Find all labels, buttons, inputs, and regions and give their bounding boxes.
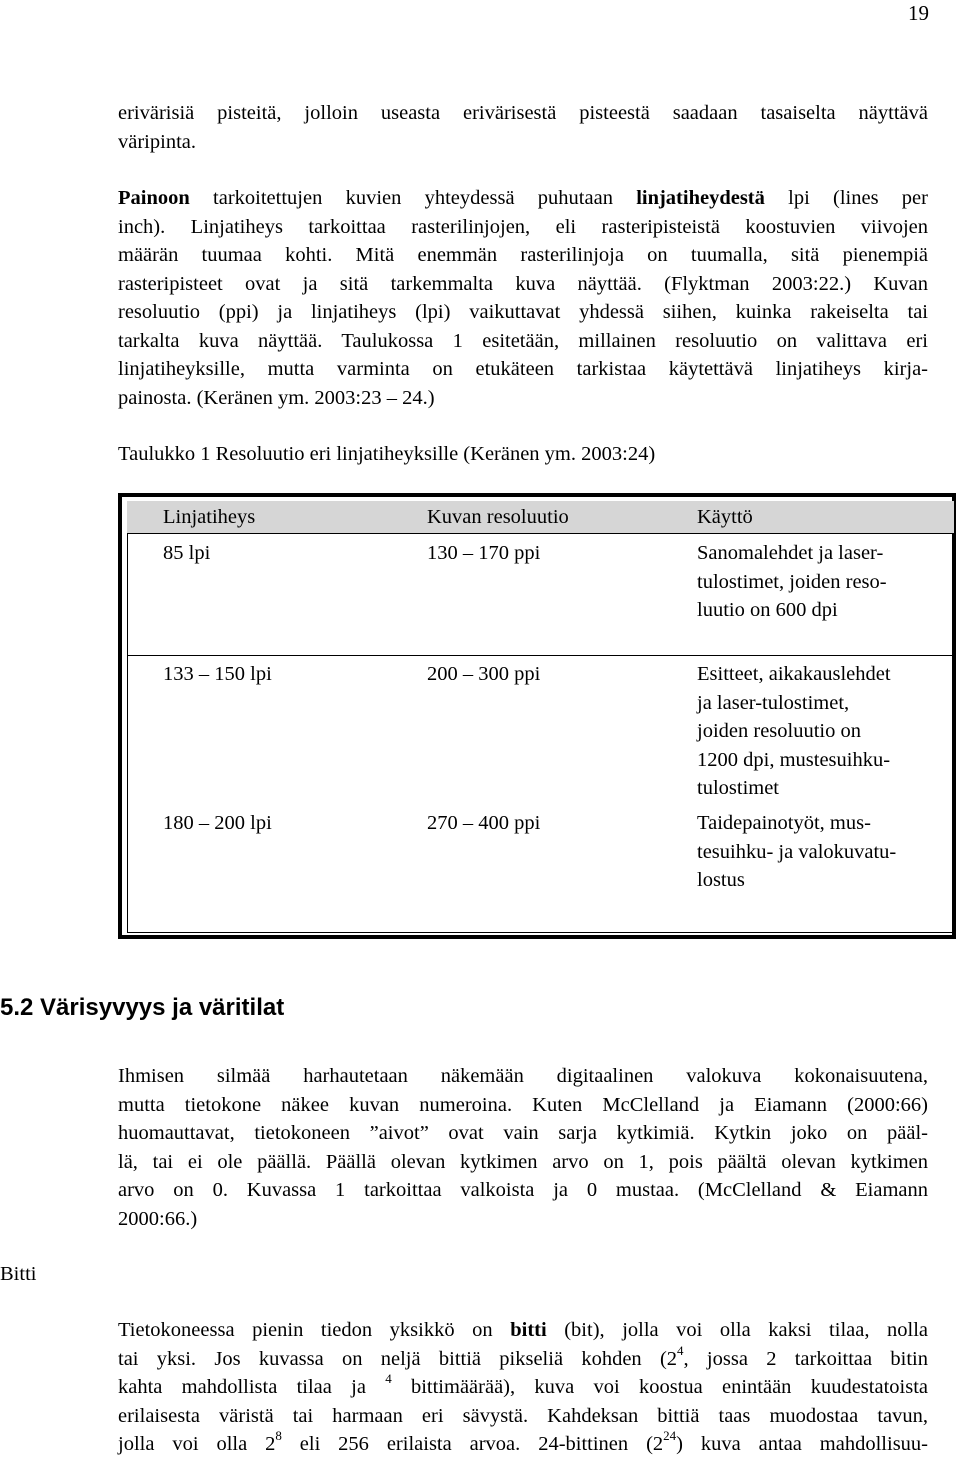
text-span: kahta mahdollista tilaa ja <box>118 1376 386 1398</box>
table-row <box>127 656 954 806</box>
cell-line: tesuihku- ja valokuvatu- <box>697 840 897 863</box>
text-line: tarkalta kuva näyttää. Taulukossa 1 esitetään, millainen resoluutio on valittava eri <box>118 329 928 352</box>
superscript: 4 <box>677 1342 684 1358</box>
header-cell-lpi: Linjatiheys <box>163 506 256 528</box>
text-span: tai yksi. Jos kuvassa on neljä bittiä pikseliä kohden (2 <box>118 1347 678 1370</box>
header-cell-usage: Käyttö <box>697 506 753 528</box>
cell-usage <box>697 660 947 803</box>
text-line: painosta. (Keränen ym. 2003:23 – 24.) <box>118 386 435 409</box>
cell-line: 1200 dpi, mustesuihku- <box>697 748 891 771</box>
margin-label: Bitti <box>0 1263 37 1285</box>
bold-term: Painoon <box>118 187 190 209</box>
cell-line: Sanomalehdet ja laser- <box>697 542 884 564</box>
text-span: Tietokoneessa pienin tiedon yksikkö on <box>118 1319 511 1341</box>
text-line <box>118 1373 928 1402</box>
cell-usage <box>697 809 947 895</box>
superscript: 24 <box>663 1428 677 1444</box>
text-line: inch). Linjatiheys tarkoittaa rasterilinjojen, eli rasteripisteistä koostuvien viivojen <box>118 215 928 238</box>
text-line: erilaisesta väristä tai harmaan eri sävystä. Kahdeksan bittiä taas muodostaa tavun, <box>118 1404 928 1427</box>
text-line <box>118 1342 928 1374</box>
text-line <box>118 184 928 213</box>
table-row <box>127 534 954 656</box>
text-span: jolla voi olla 2 <box>118 1433 276 1455</box>
cell-resolution: 200 – 300 ppi <box>427 663 541 685</box>
cell-line: Taidepainotyöt, mus- <box>697 812 871 834</box>
table-row <box>127 806 954 933</box>
bold-term: linjatiheydestä <box>636 187 765 209</box>
page-number: 19 <box>908 1 929 25</box>
intro-paragraph <box>118 99 928 156</box>
text-line: lä, tai ei ole päällä. Päällä olevan kytkimen arvo on 1, pois päältä olevan kytkimen <box>118 1150 928 1173</box>
text-line: mutta tietokone näkee kuvan numeroina. Kuten McClelland ja Eiamann (2000:66) <box>118 1093 928 1116</box>
lpi-paragraph <box>118 184 928 412</box>
cell-usage <box>697 539 947 625</box>
text-span: , jossa 2 tarkoittaa bitin <box>683 1347 928 1370</box>
text-span: ) kuva antaa mahdollisuu- <box>676 1433 928 1455</box>
text-line: huomauttavat, tietokoneen ”aivot” ovat vain sarja kytkimiä. Kytkin joko on pääl- <box>118 1122 928 1144</box>
cell-line: tulostimet, joiden reso- <box>697 570 887 593</box>
text-line: määrän tuumaa kohti. Mitä enemmän rasterilinjoja on tuumalla, sitä pienempiä <box>118 244 928 266</box>
table-caption: Taulukko 1 Resoluutio eri linjatiheyksille (Keränen ym. 2003:24) <box>118 443 656 465</box>
cell-line: lostus <box>697 869 745 891</box>
cell-line: Esitteet, aikakauslehdet <box>697 663 891 685</box>
text-line: erivärisiä pisteitä, jolloin useasta erivärisestä pisteestä saadaan tasaiselta näyttävä <box>118 102 928 124</box>
color-paragraph <box>118 1062 928 1233</box>
text-span: tarkoitettujen kuvien yhteydessä puhutaan <box>189 187 637 209</box>
superscript: 4 <box>385 1371 392 1387</box>
text-line: linjatiheyksille, mutta varminta on etukäteen tarkistaa käytettävä linjatiheys kirja- <box>118 358 928 380</box>
section-heading: 5.2 Värisyvyys ja väritilat <box>0 994 285 1021</box>
cell-resolution: 270 – 400 ppi <box>427 812 541 834</box>
cell-line: joiden resoluutio on <box>697 720 861 742</box>
cell-lpi: 133 – 150 lpi <box>163 663 272 685</box>
cell-line: luutio on 600 dpi <box>697 599 838 621</box>
text-span: lpi (lines per <box>764 187 928 209</box>
cell-lpi: 180 – 200 lpi <box>163 812 272 834</box>
text-line: rasteripisteet ovat ja sitä tarkemmalta kuva näyttää. (Flyktman 2003:22.) Kuvan <box>118 272 928 295</box>
superscript: 8 <box>275 1428 282 1444</box>
header-cell-resolution: Kuvan resoluutio <box>427 506 569 528</box>
text-line: Ihmisen silmää harhautetaan näkemään digitaalinen valokuva kokonaisuutena, <box>118 1065 928 1087</box>
text-line: resoluutio (ppi) ja linjatiheys (lpi) vaikuttavat yhdessä siihen, kuinka rakeiselta tai <box>118 301 928 323</box>
text-span: eli 256 erilaista arvoa. 24-bittinen (2 <box>281 1433 664 1455</box>
text-span: bittimäärää), kuva voi koostua enintään kuudestatoista <box>391 1376 928 1398</box>
text-line: väripinta. <box>118 130 196 153</box>
bold-term: bitti <box>510 1319 547 1341</box>
cell-line: tulostimet <box>697 777 779 799</box>
text-line <box>118 1430 928 1459</box>
text-span: (bit), jolla voi olla kaksi tilaa, nolla <box>546 1319 928 1341</box>
cell-lpi: 85 lpi <box>163 542 211 564</box>
cell-line: ja laser-tulostimet, <box>697 691 850 714</box>
table-header-row <box>127 501 954 534</box>
text-line <box>118 1316 928 1345</box>
bit-paragraph <box>118 1316 928 1459</box>
text-line: 2000:66.) <box>118 1207 198 1230</box>
text-line: arvo on 0. Kuvassa 1 tarkoittaa valkoista ja 0 mustaa. (McClelland & Eiamann <box>118 1179 928 1201</box>
cell-resolution: 130 – 170 ppi <box>427 542 541 564</box>
